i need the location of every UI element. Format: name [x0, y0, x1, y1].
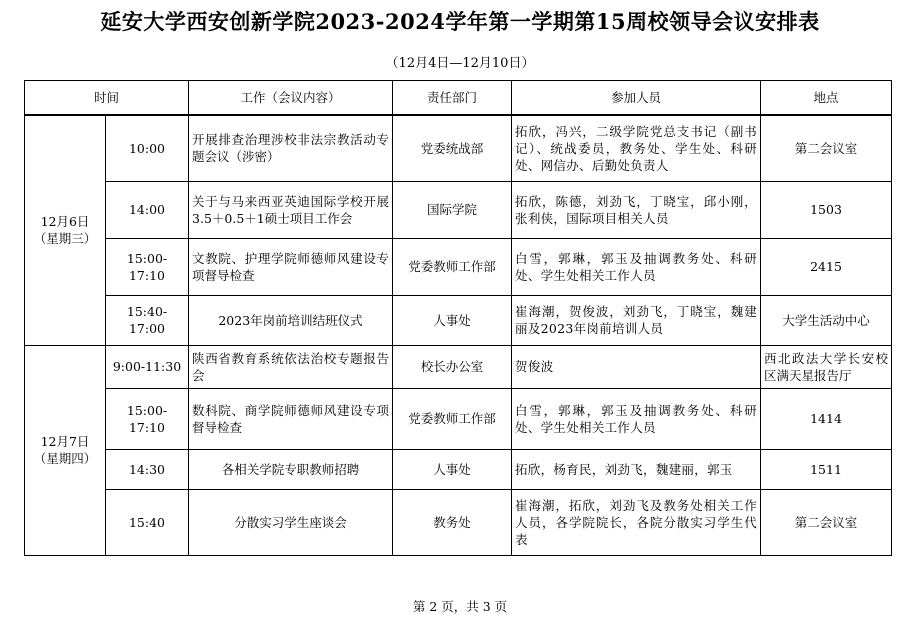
place-cell: 1511	[761, 449, 892, 489]
dept-cell: 党委统战部	[393, 115, 512, 181]
time-cell: 15:00-17:10	[106, 388, 189, 449]
weekday-label: （星期三）	[33, 231, 97, 247]
place-cell: 第二会议室	[761, 115, 892, 181]
work-cell: 关于与马来西亚英迪国际学校开展3.5＋0.5＋1硕士项目工作会	[189, 181, 393, 238]
date-range: （12月4日—12月10日）	[385, 56, 535, 71]
header-time: 时间	[25, 81, 189, 116]
dept-cell: 国际学院	[393, 181, 512, 238]
table-row	[25, 489, 892, 555]
table-row	[25, 449, 892, 489]
date-cell	[25, 115, 106, 345]
dept-cell: 教务处	[393, 489, 512, 555]
people-cell: 崔海潮，贺俊波，刘劲飞，丁晓宝，魏建丽及2023年岗前培训人员	[512, 295, 761, 345]
table-row	[25, 388, 892, 449]
table-row	[25, 238, 892, 295]
table-header-row	[25, 81, 892, 116]
place-cell: 2415	[761, 238, 892, 295]
weekday-label: （星期四）	[33, 451, 97, 466]
work-cell: 各相关学院专职教师招聘	[189, 449, 393, 489]
place-cell: 1503	[761, 181, 892, 238]
people-cell: 拓欣，杨育民，刘劲飞，魏建丽，郭玉	[512, 449, 761, 489]
dept-cell: 党委教师工作部	[393, 238, 512, 295]
time-cell: 14:30	[106, 449, 189, 489]
dept-cell: 人事处	[393, 449, 512, 489]
people-cell: 白雪，郭琳，郭玉及抽调教务处、科研处、学生处相关工作人员	[512, 388, 761, 449]
people-cell: 崔海潮，拓欣，刘劲飞及教务处相关工作人员，各学院院长，各院分散实习学生代表	[512, 489, 761, 555]
schedule-table	[24, 80, 892, 556]
time-cell: 15:40-17:00	[106, 295, 189, 345]
table-row	[25, 115, 892, 181]
work-cell: 分散实习学生座谈会	[189, 489, 393, 555]
time-cell: 14:00	[106, 181, 189, 238]
people-cell: 贺俊波	[512, 345, 761, 388]
work-cell: 2023年岗前培训结班仪式	[189, 295, 393, 345]
work-cell: 开展排查治理涉校非法宗教活动专题会议（涉密）	[189, 115, 393, 181]
date-label: 12月6日	[40, 214, 90, 230]
dept-cell: 党委教师工作部	[393, 388, 512, 449]
time-cell: 10:00	[106, 115, 189, 181]
dept-cell: 校长办公室	[393, 345, 512, 388]
table-row	[25, 345, 892, 388]
work-cell: 文教院、护理学院师德师风建设专项督导检查	[189, 238, 393, 295]
place-cell: 1414	[761, 388, 892, 449]
time-cell: 15:00-17:10	[106, 238, 189, 295]
place-cell: 大学生活动中心	[761, 295, 892, 345]
table-row	[25, 181, 892, 238]
dept-cell: 人事处	[393, 295, 512, 345]
header-place: 地点	[761, 81, 892, 116]
place-cell: 西北政法大学长安校区满天星报告厅	[761, 345, 892, 388]
work-cell: 数科院、商学院师德师风建设专项督导检查	[189, 388, 393, 449]
time-cell: 15:40	[106, 489, 189, 555]
date-cell	[25, 345, 106, 555]
header-dept: 责任部门	[393, 81, 512, 116]
page-number: 第 2 页，共 3 页	[412, 599, 508, 614]
header-people: 参加人员	[512, 81, 761, 116]
place-cell: 第二会议室	[761, 489, 892, 555]
header-work: 工作（会议内容）	[189, 81, 393, 116]
people-cell: 拓欣，陈德，刘劲飞，丁晓宝，邱小刚，张利侠，国际项目相关人员	[512, 181, 761, 238]
time-cell: 9:00-11:30	[106, 345, 189, 388]
date-label: 12月7日	[40, 434, 90, 449]
work-cell: 陕西省教育系统依法治校专题报告会	[189, 345, 393, 388]
page-title: 延安大学西安创新学院2023-2024学年第一学期第15周校领导会议安排表	[100, 9, 820, 34]
table-row	[25, 295, 892, 345]
people-cell: 白雪，郭琳，郭玉及抽调教务处、科研处、学生处相关工作人员	[512, 238, 761, 295]
people-cell: 拓欣，冯兴，二级学院党总支书记（副书记）、统战委员，教务处、学生处、科研处、网信办、后勤处负责人	[512, 115, 761, 181]
